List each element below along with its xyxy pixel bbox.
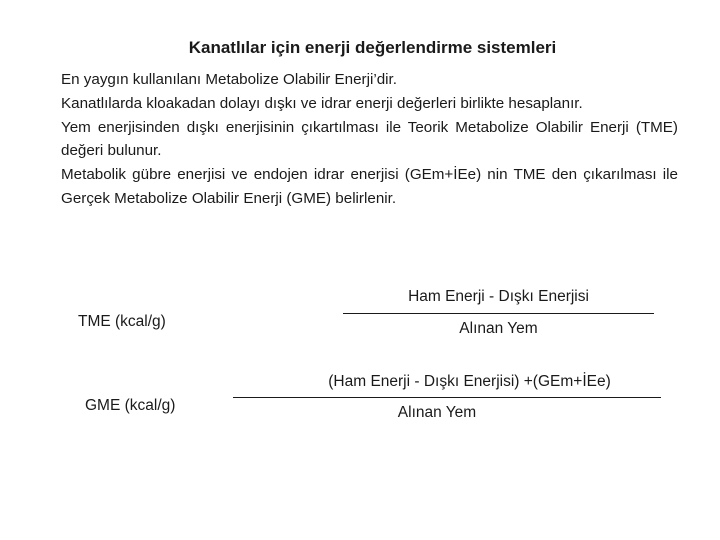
paragraph-1: En yaygın kullanılanı Metabolize Olabilir Enerji’dir. [61,71,397,88]
body-text [61,68,678,211]
tme-formula-fraction [343,286,654,346]
gme-formula-fraction [233,370,661,430]
tme-numerator: Ham Enerji - Dışkı Enerjisi [408,288,589,305]
paragraph-4: Metabolik gübre enerjisi ve endojen idrar enerjisi (GEm+İEe) nin TME den çıkarılması ile Gerçek Metabolize Olabilir Enerji (GME) belirlenir. [61,166,678,207]
gme-formula-label: GME (kcal/g) [85,397,176,414]
paragraph-3: Yem enerjisinden dışkı enerjisinin çıkartılması ile Teorik Metabolize Olabilir Enerji (TME) değeri bulunur. [61,118,678,160]
gme-numerator: (Ham Enerji - Dışkı Enerjisi) +(GEm+İEe) [328,373,611,390]
paragraph-2: Kanatlılarda kloakadan dolayı dışkı ve idrar enerji değerleri birlikte hesaplanır. [61,94,583,112]
tme-formula-label: TME (kcal/g) [78,313,166,330]
slide-title: Kanatlılar için enerji değerlendirme sistemleri [188,38,557,57]
tme-fraction-bar [343,313,654,314]
gme-fraction-bar [233,397,661,398]
gme-denominator: Alınan Yem [397,404,477,421]
tme-denominator: Alınan Yem [459,320,538,337]
